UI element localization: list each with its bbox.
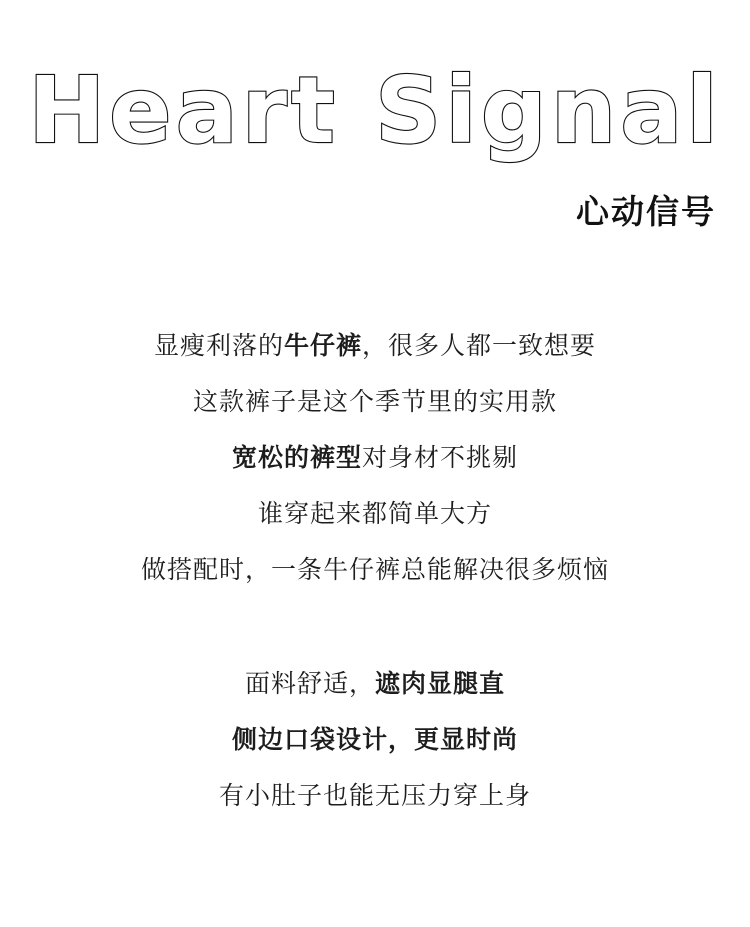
copy-text: 做搭配时，一条牛仔裤总能解决很多烦恼 [140, 555, 609, 584]
logo-subtitle: 心动信号 [576, 192, 716, 231]
copy-text: ，很多人都一致想要 [362, 331, 597, 360]
copy-text: 面料舒适， [244, 669, 375, 698]
copy-line [0, 374, 750, 430]
brand-logo [0, 58, 750, 168]
copy-line [0, 318, 750, 374]
copy-block-two [0, 656, 750, 824]
copy-text: 对身材不挑剔 [362, 443, 519, 472]
copy-line [0, 768, 750, 824]
copy-text: 这款裤子是这个季节里的实用款 [192, 387, 557, 416]
copy-line [0, 656, 750, 712]
logo-text: Heart Signal [28, 58, 722, 164]
copy-text: 显瘦利落的 [153, 331, 284, 360]
copy-emphasis: 侧边口袋设计，更显时尚 [231, 725, 518, 754]
copy-block-one [0, 318, 750, 598]
copy-emphasis: 宽松的裤型 [231, 443, 362, 472]
copy-spacer [0, 598, 750, 656]
copy-text: 谁穿起来都简单大方 [257, 499, 492, 528]
copy-line [0, 486, 750, 542]
copy-line [0, 542, 750, 598]
copy-line [0, 430, 750, 486]
logo-outline-svg [25, 58, 725, 168]
copy-emphasis: 遮肉显腿直 [375, 669, 506, 698]
marketing-copy [0, 318, 750, 824]
copy-text: 有小肚子也能无压力穿上身 [218, 781, 531, 810]
copy-emphasis: 牛仔裤 [283, 331, 362, 360]
copy-line [0, 712, 750, 768]
